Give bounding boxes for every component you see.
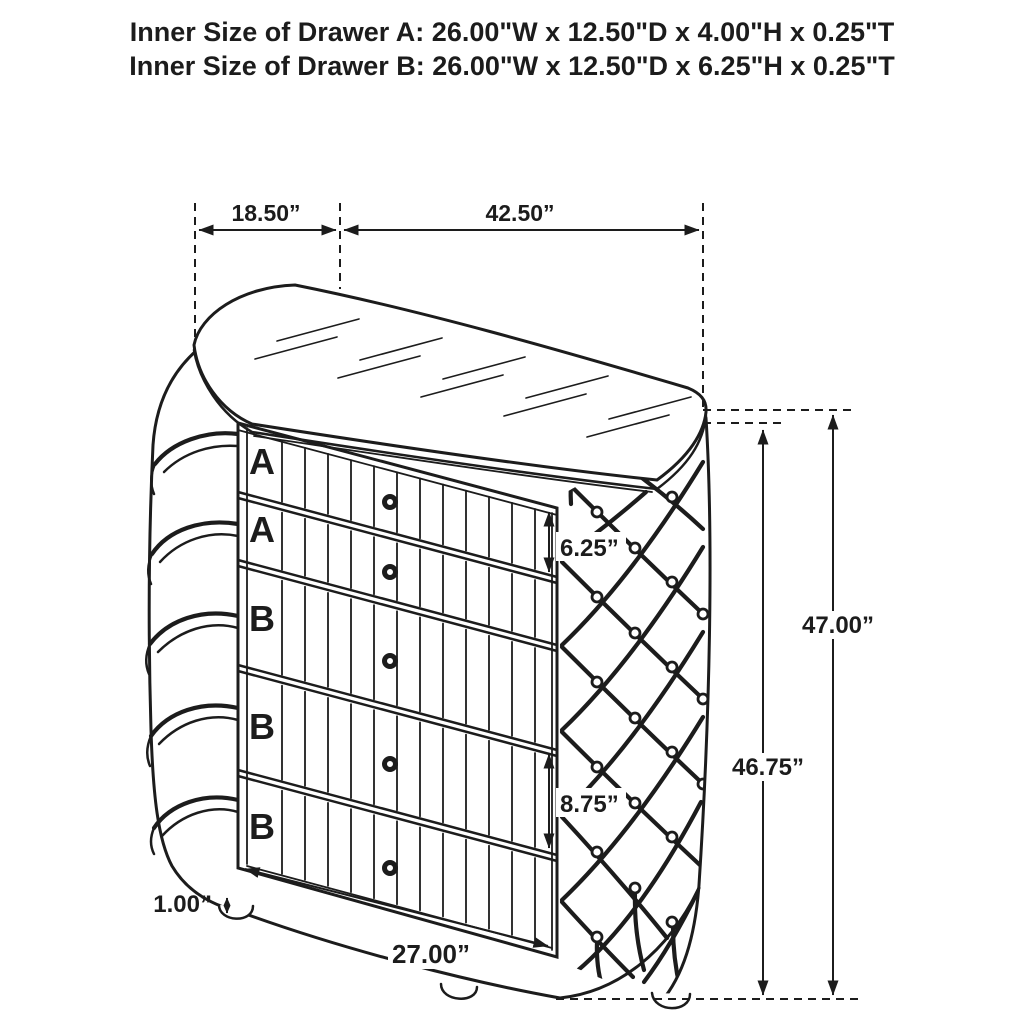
dim-label-top-width: 42.50” <box>485 200 555 226</box>
middle-foot <box>441 984 477 999</box>
drawer-label-4: B <box>249 706 275 747</box>
title-line-2: Inner Size of Drawer B: 26.00"W x 12.50"D x 6.25"H x 0.25"T <box>129 51 895 81</box>
dim-label-foot-height: 1.00” <box>153 891 212 918</box>
drawer-label-1: A <box>249 441 275 482</box>
title-block <box>129 17 895 81</box>
dim-label-body-height: 46.75” <box>731 754 805 781</box>
right-foot <box>652 993 690 1008</box>
side-bottom-edge <box>560 888 699 998</box>
dim-label-drawer-b-front: 8.75” <box>560 791 619 818</box>
drawer-knob <box>385 656 396 667</box>
drawer-knob <box>385 863 396 874</box>
dim-label-overall-height: 47.00” <box>801 612 875 639</box>
drawer-knob <box>385 497 396 508</box>
drawer-knob <box>385 567 396 578</box>
title-line-1: Inner Size of Drawer A: 26.00"W x 12.50"D x 4.00"H x 0.25"T <box>129 17 895 47</box>
dim-label-opening-width: 27.00” <box>391 939 471 969</box>
dim-label-top-depth: 18.50” <box>231 200 301 226</box>
chest-front-face <box>238 423 557 957</box>
left-foot <box>219 905 253 919</box>
drawer-label-5: B <box>249 806 275 847</box>
drawer-label-2: A <box>249 509 275 550</box>
drawer-label-3: B <box>249 598 275 639</box>
drawer-knob <box>385 759 396 770</box>
dim-label-drawer-a-front: 6.25” <box>560 535 619 562</box>
